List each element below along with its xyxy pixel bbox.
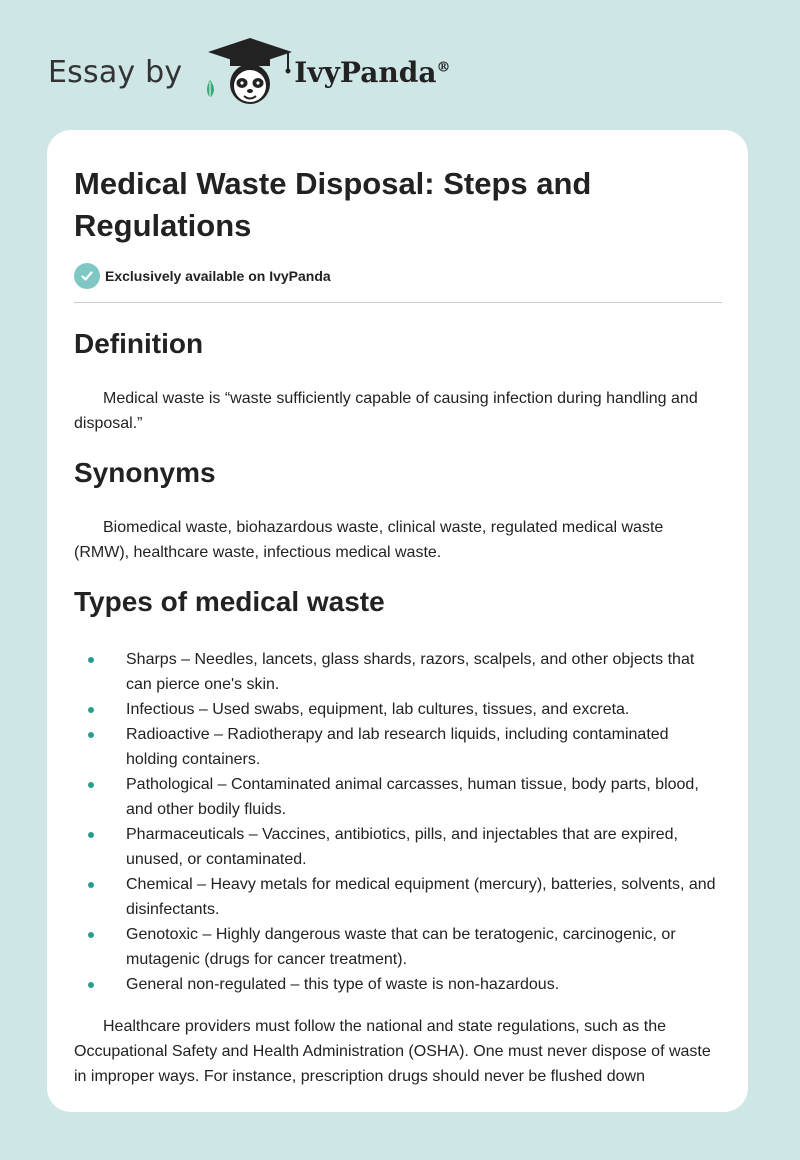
list-item: General non-regulated – this type of waste is non-hazardous. xyxy=(126,972,722,997)
exclusive-badge xyxy=(74,263,722,289)
list-item: Pathological – Contaminated animal carcasses, human tissue, body parts, blood, and other bodily fluids. xyxy=(126,772,722,822)
bullet-icon xyxy=(88,932,94,938)
panda-logo-icon[interactable] xyxy=(200,36,300,108)
article-card xyxy=(47,130,748,1112)
list-item: Sharps – Needles, lancets, glass shards, razors, scalpels, and other objects that can pierce one's skin. xyxy=(126,647,722,697)
synonyms-paragraph: Biomedical waste, biohazardous waste, clinical waste, regulated medical waste (RMW), healthcare waste, infectious medical waste. xyxy=(74,519,664,561)
bullet-icon xyxy=(88,832,94,838)
essay-by-label: Essay by xyxy=(48,54,183,90)
divider xyxy=(74,302,722,303)
bullet-icon xyxy=(88,982,94,988)
synonyms-heading: Synonyms xyxy=(74,457,216,488)
definition-paragraph: Medical waste is “waste sufficiently capable of causing infection during handling and disposal.” xyxy=(74,390,698,432)
badge-text: Exclusively available on IvyPanda xyxy=(105,268,331,284)
bullet-icon xyxy=(88,732,94,738)
list-item: Genotoxic – Highly dangerous waste that can be teratogenic, carcinogenic, or mutagenic (drugs for cancer treatment). xyxy=(126,922,722,972)
checkmark-icon xyxy=(74,263,100,289)
regulations-paragraph: Healthcare providers must follow the national and state regulations, such as the Occupational Safety and Health Administration (OSHA). One must never dispose of waste in improper ways. For instance, prescription drugs should never be flushed down xyxy=(74,1018,711,1085)
bullet-icon xyxy=(88,657,94,663)
bullet-icon xyxy=(88,882,94,888)
bullet-icon xyxy=(88,707,94,713)
page-title: Medical Waste Disposal: Steps and Regulations xyxy=(74,166,592,243)
list-item: Chemical – Heavy metals for medical equipment (mercury), batteries, solvents, and disinfectants. xyxy=(126,872,722,922)
list-item: Pharmaceuticals – Vaccines, antibiotics, pills, and injectables that are expired, unused, or contaminated. xyxy=(126,822,722,872)
types-list xyxy=(74,647,722,997)
bullet-icon xyxy=(88,782,94,788)
site-header xyxy=(48,36,450,108)
brand-name[interactable]: IvyPanda® xyxy=(294,55,451,89)
definition-heading: Definition xyxy=(74,328,204,359)
types-heading: Types of medical waste xyxy=(74,586,385,617)
list-item: Radioactive – Radiotherapy and lab research liquids, including contaminated holding containers. xyxy=(126,722,722,772)
list-item: Infectious – Used swabs, equipment, lab cultures, tissues, and excreta. xyxy=(126,697,722,722)
